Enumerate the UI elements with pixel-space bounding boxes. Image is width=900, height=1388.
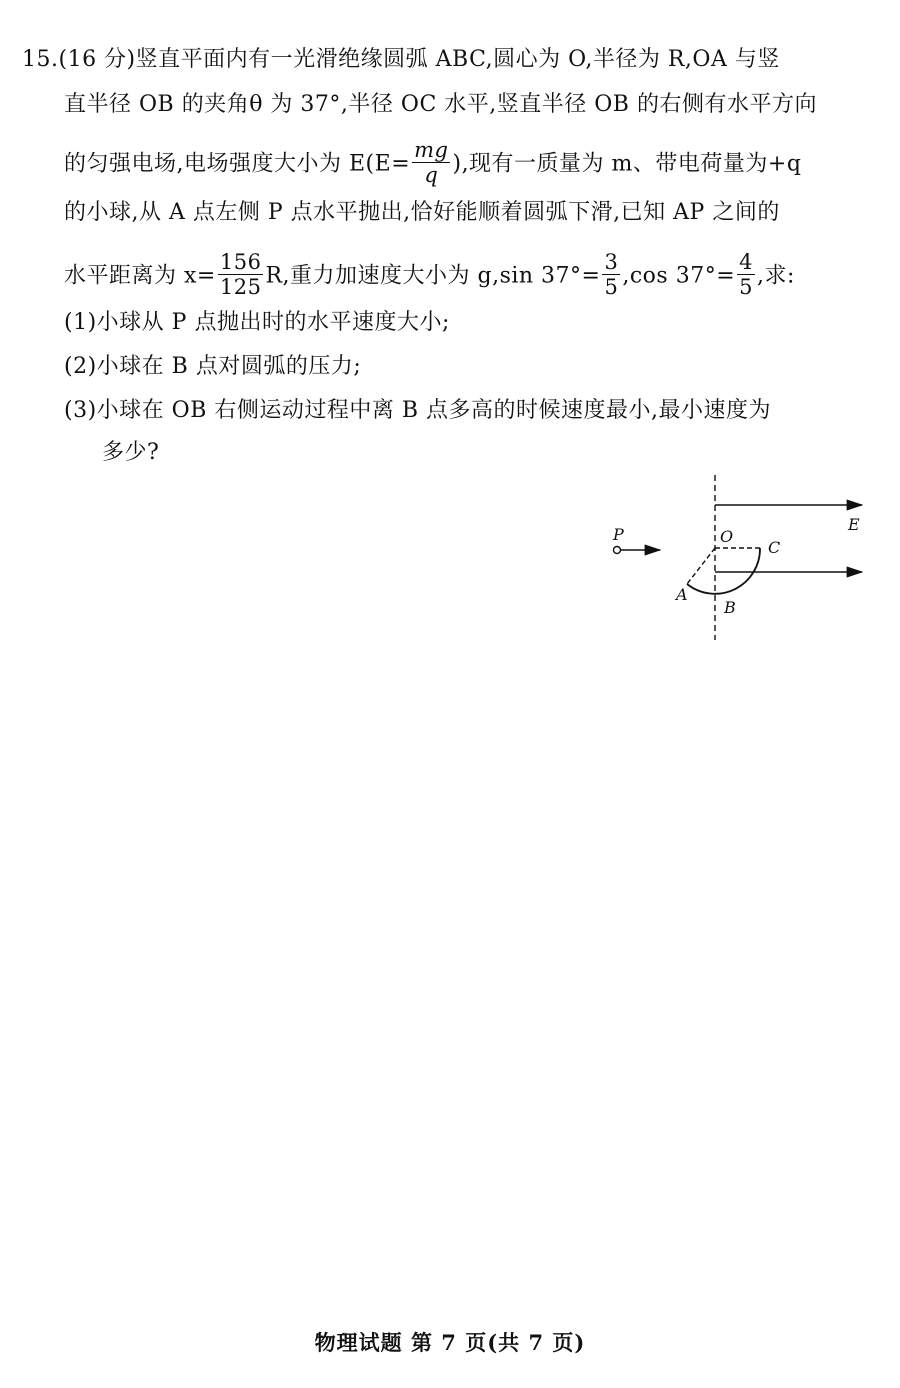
fraction-denominator: q — [424, 163, 439, 187]
stem-line-5-text-a: 水平距离为 x= — [64, 263, 216, 289]
label-p: P — [613, 525, 624, 544]
stem-line-5-text-c: ,cos 37°= — [622, 263, 736, 289]
point-p-marker — [614, 547, 621, 554]
field-strength-fraction — [412, 138, 450, 187]
label-a: A — [676, 585, 688, 604]
question-part-3-line-2: 多少? — [102, 440, 160, 465]
fraction-numerator: 4 — [739, 250, 754, 274]
question-stem-line-4: 的小球,从 A 点左侧 P 点水平抛出,恰好能顺着圆弧下滑,已知 AP 之间的 — [64, 200, 780, 225]
question-part-2: (2)小球在 B 点对圆弧的压力; — [64, 354, 362, 379]
fraction-denominator: 125 — [219, 275, 262, 299]
fraction-denominator: 5 — [604, 275, 619, 299]
question-stem-line-5 — [64, 252, 795, 301]
label-b: B — [724, 598, 736, 617]
stem-line-3-text-b: ),现有一质量为 m、带电荷量为+q — [452, 151, 802, 177]
fraction-numerator: 156 — [219, 250, 262, 274]
cos-fraction — [737, 250, 755, 299]
stem-line-5-text-b: R,重力加速度大小为 g,sin 37°= — [265, 263, 601, 289]
question-stem-line-2: 直半径 OB 的夹角θ 为 37°,半径 OC 水平,竖直半径 OB 的右侧有水平方向 — [64, 92, 817, 117]
fraction-numerator: mg — [414, 138, 449, 162]
label-e: E — [848, 515, 860, 534]
fraction-numerator: 3 — [604, 250, 619, 274]
physics-diagram — [590, 470, 880, 645]
question-stem-line-1: 15.(16 分)竖直平面内有一光滑绝缘圆弧 ABC,圆心为 O,半径为 R,OA 与竖 — [22, 47, 780, 72]
fraction-denominator: 5 — [739, 275, 754, 299]
question-stem-line-3 — [64, 140, 801, 189]
question-part-3-line-1: (3)小球在 OB 右侧运动过程中离 B 点多高的时候速度最小,最小速度为 — [64, 398, 772, 423]
stem-line-5-text-d: ,求: — [757, 263, 795, 289]
question-part-1: (1)小球从 P 点抛出时的水平速度大小; — [64, 310, 450, 335]
stem-line-3-text-a: 的匀强电场,电场强度大小为 E(E= — [64, 151, 411, 177]
radius-oa-dashed — [687, 548, 715, 584]
label-o: O — [720, 527, 734, 546]
distance-fraction — [218, 250, 264, 299]
page-footer: 物理试题 第 7 页(共 7 页) — [314, 1330, 586, 1355]
sin-fraction — [602, 250, 620, 299]
label-c: C — [768, 538, 781, 557]
